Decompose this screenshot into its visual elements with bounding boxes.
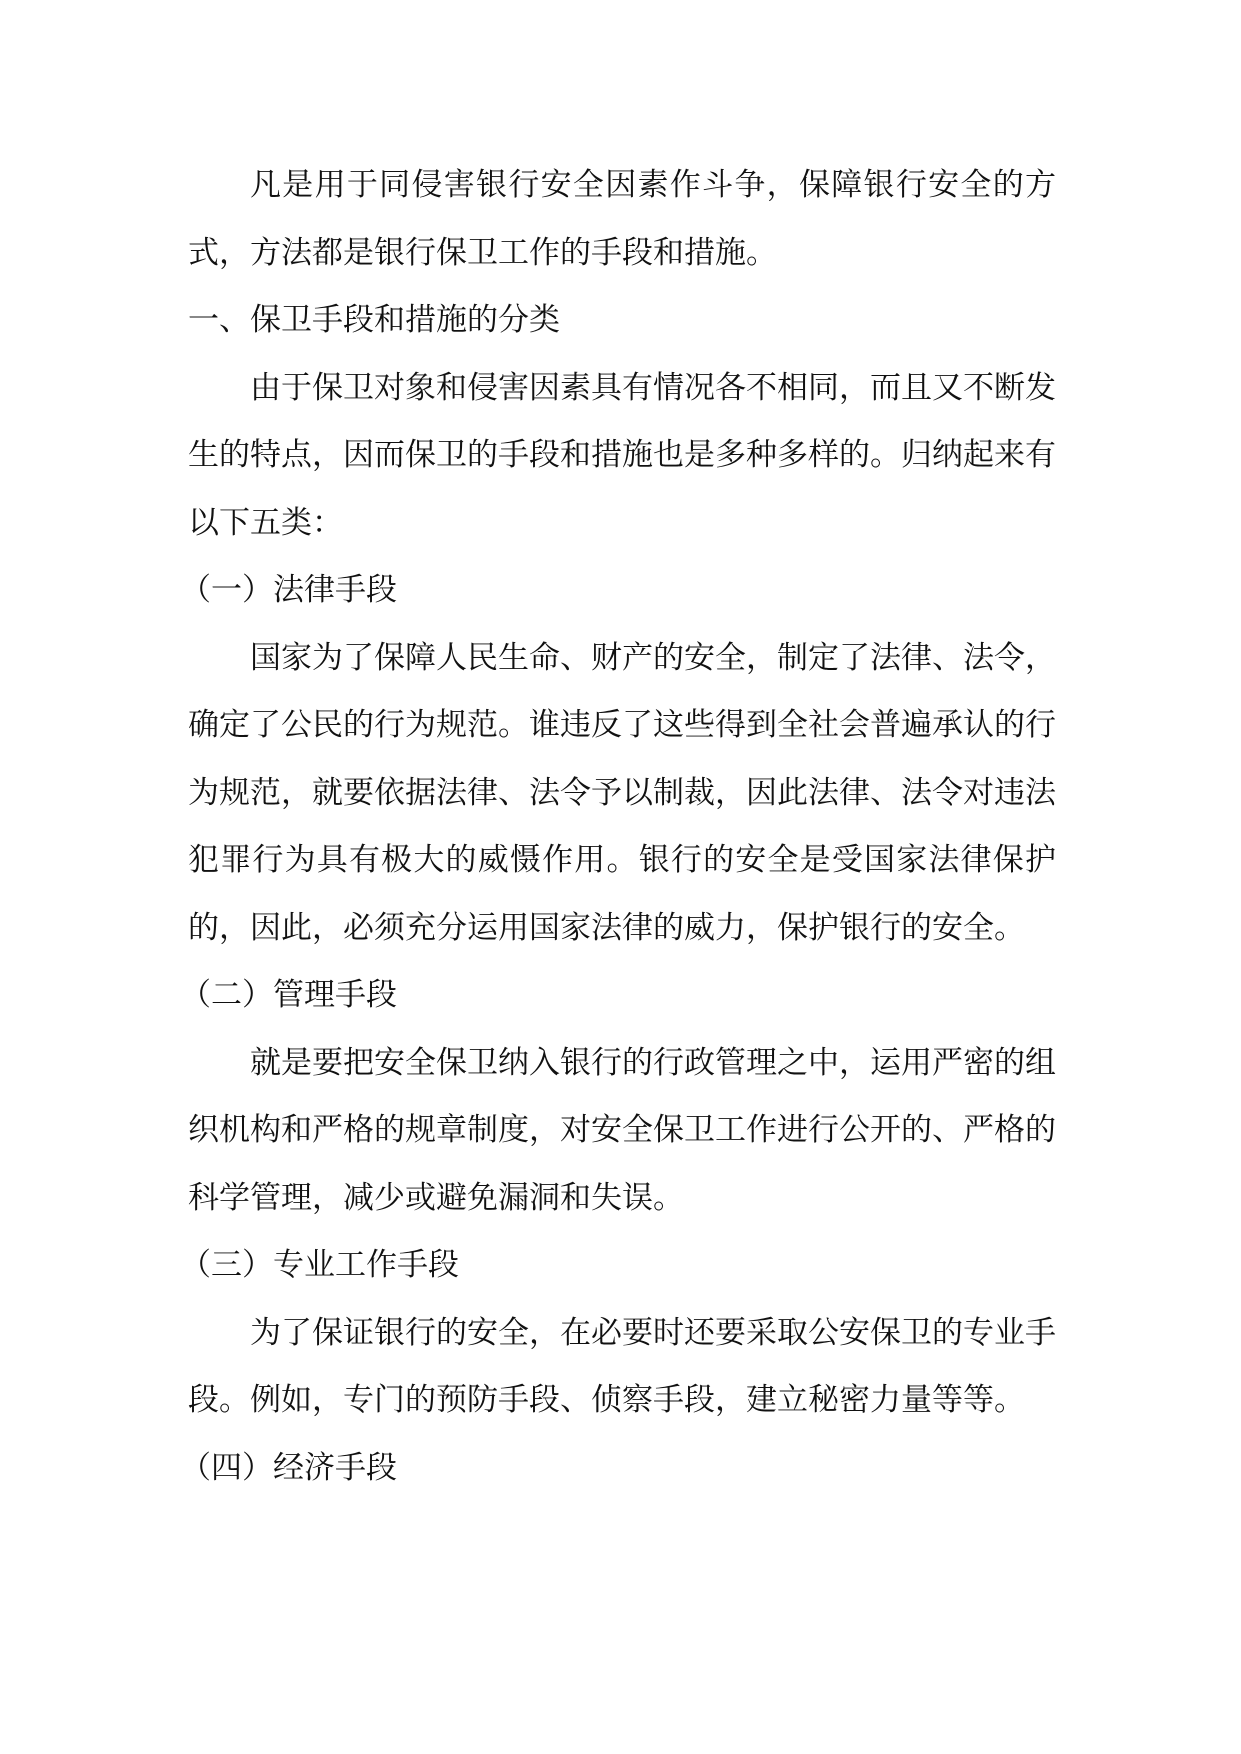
legal-means-paragraph: 国家为了保障人民生命、财产的安全，制定了法律、法令，确定了公民的行为规范。谁违反了这些得到全社会普遍承认的行为规范，就要依据法律、法令予以制裁，因此法律、法令对违法犯罪行为具有极大的威慑作用。银行的安全是受国家法律保护的，因此，必须充分运用国家法律的威力，保护银行的安全。 (188, 639, 1056, 946)
professional-means-paragraph: 为了保证银行的安全，在必要时还要采取公安保卫的专业手段。例如，专门的预防手段、侦察手段，建立秘密力量等等。 (188, 1314, 1056, 1418)
subheading-legal-means: （一）法律手段 (180, 572, 397, 608)
subheading-management-means: （二）管理手段 (180, 977, 397, 1013)
section-heading-classification: 一、保卫手段和措施的分类 (188, 302, 560, 338)
intro-paragraph: 凡是用于同侵害银行安全因素作斗争，保障银行安全的方式，方法都是银行保卫工作的手段和措施。 (188, 167, 1056, 271)
classification-paragraph: 由于保卫对象和侵害因素具有情况各不相同，而且又不断发生的特点，因而保卫的手段和措施也是多种多样的。归纳起来有以下五类： (188, 369, 1056, 541)
management-means-paragraph: 就是要把安全保卫纳入银行的行政管理之中，运用严密的组织机构和严格的规章制度，对安全保卫工作进行公开的、严格的科学管理，减少或避免漏洞和失误。 (188, 1044, 1056, 1216)
document-body (180, 152, 1056, 1502)
subheading-professional-means: （三）专业工作手段 (180, 1247, 459, 1283)
subheading-economic-means: （四）经济手段 (180, 1449, 397, 1486)
